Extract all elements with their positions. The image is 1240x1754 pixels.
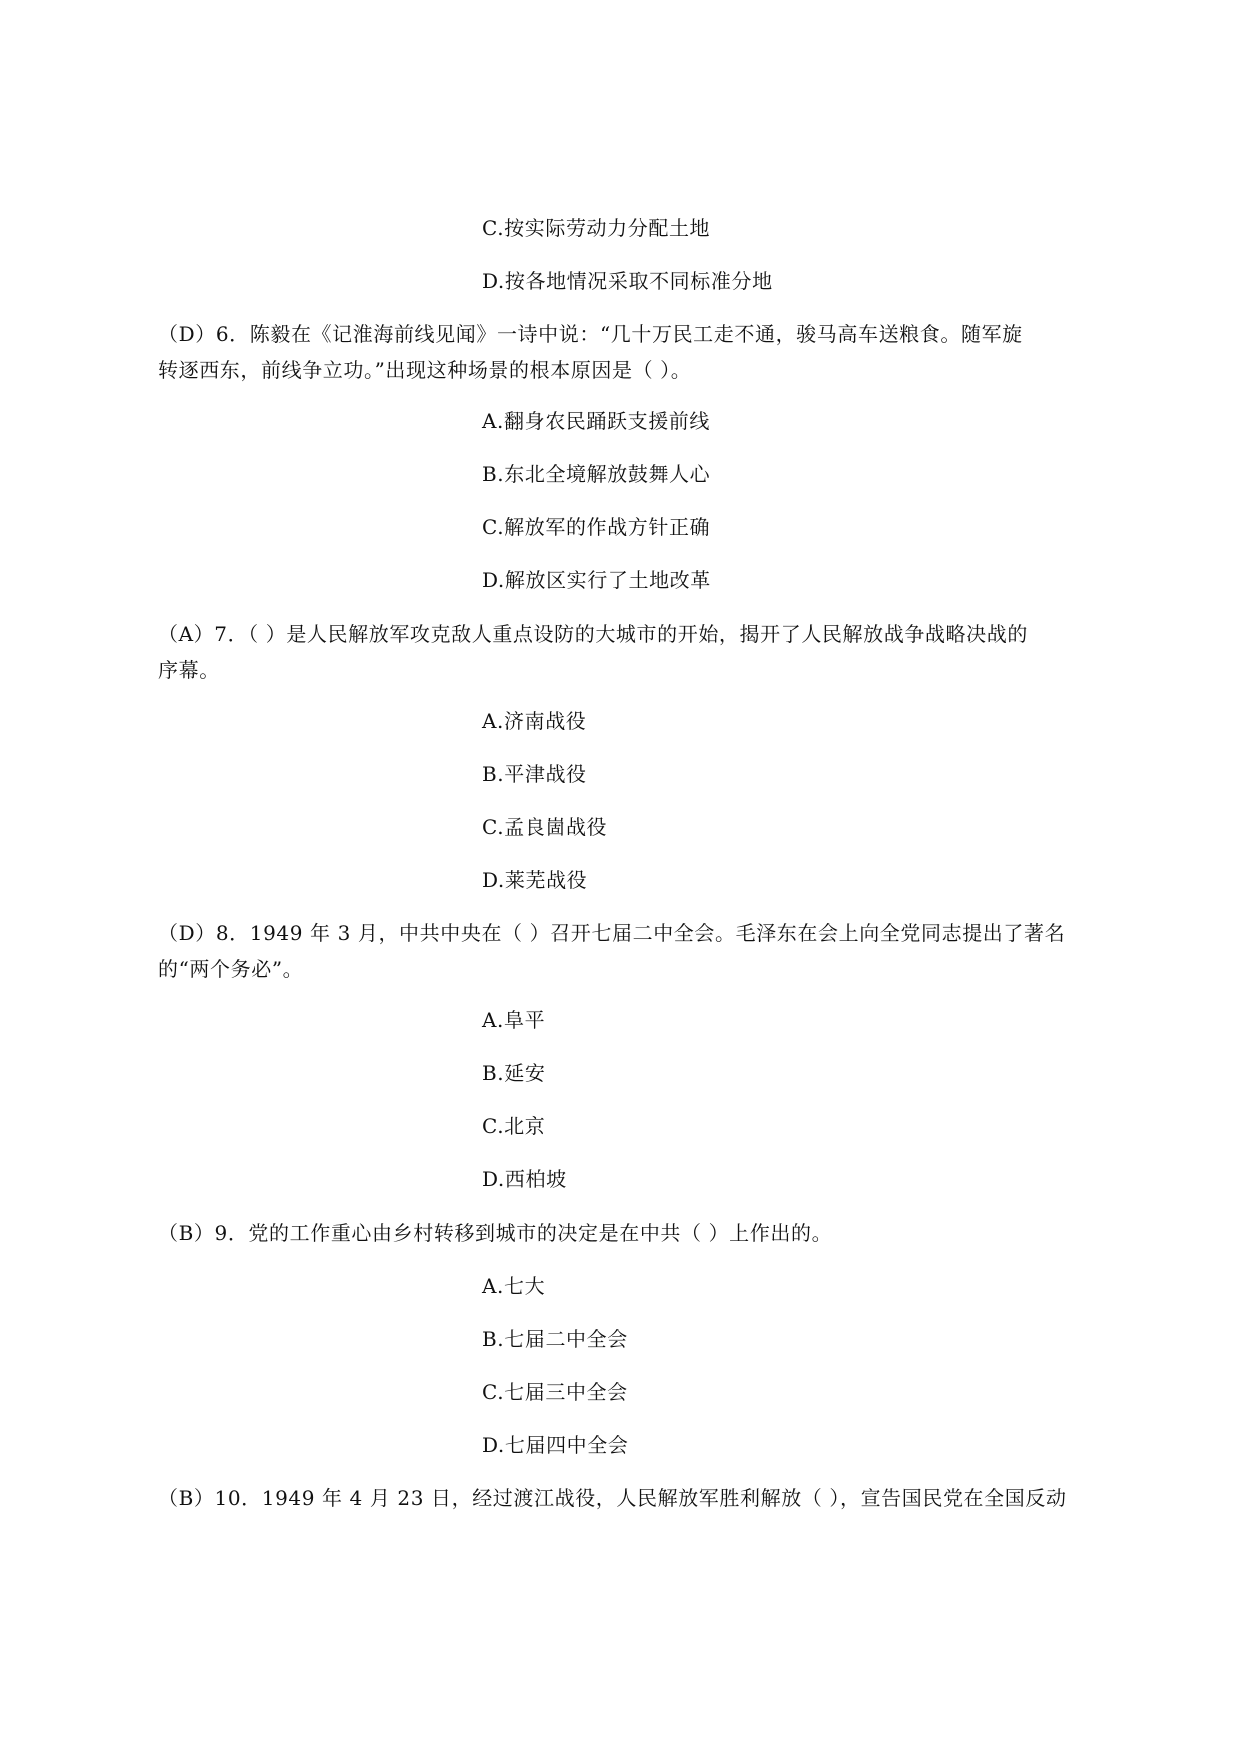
question-line: （A）7．（ ）是人民解放军攻克敌人重点设防的大城市的开始，揭开了人民解放战争战略决战的 (158, 622, 1028, 646)
option-line: D.解放区实行了土地改革 (482, 568, 711, 592)
option-line: A.济南战役 (482, 709, 587, 733)
option-line: B.东北全境解放鼓舞人心 (482, 462, 711, 486)
option-line: D.按各地情况采取不同标准分地 (482, 269, 773, 293)
option-line: A.七大 (482, 1274, 546, 1298)
option-line: C.北京 (482, 1114, 546, 1138)
question-line: （D）8．1949 年 3 月，中共中央在（ ）召开七届二中全会。毛泽东在会上向全党同志提出了著名 (158, 921, 1066, 945)
option-line: C.解放军的作战方针正确 (482, 515, 711, 539)
option-line: C.孟良崮战役 (482, 815, 608, 839)
option-line: D.七届四中全会 (482, 1433, 629, 1457)
option-line: B.七届二中全会 (482, 1327, 628, 1351)
option-line: A.翻身农民踊跃支援前线 (482, 409, 711, 433)
option-line: A.阜平 (482, 1008, 546, 1032)
question-line: （D）6．陈毅在《记淮海前线见闻》一诗中说：“几十万民工走不通，骏马高车送粮食。随军旋 (158, 322, 1023, 346)
question-line: 序幕。 (158, 658, 220, 682)
option-line: B.平津战役 (482, 762, 587, 786)
question-line: 的“两个务必”。 (158, 957, 304, 981)
option-line: C.按实际劳动力分配土地 (482, 216, 711, 240)
option-line: D.西柏坡 (482, 1167, 567, 1191)
question-line: 转逐西东，前线争立功。”出现这种场景的根本原因是（ ）。 (158, 358, 692, 382)
option-line: D.莱芜战役 (482, 868, 588, 892)
question-line: （B）9．党的工作重心由乡村转移到城市的决定是在中共（ ）上作出的。 (158, 1221, 833, 1245)
option-line: C.七届三中全会 (482, 1380, 628, 1404)
option-line: B.延安 (482, 1061, 546, 1085)
question-line: （B）10．1949 年 4 月 23 日，经过渡江战役，人民解放军胜利解放（ ），宣告国民党在全国反动 (158, 1486, 1067, 1510)
